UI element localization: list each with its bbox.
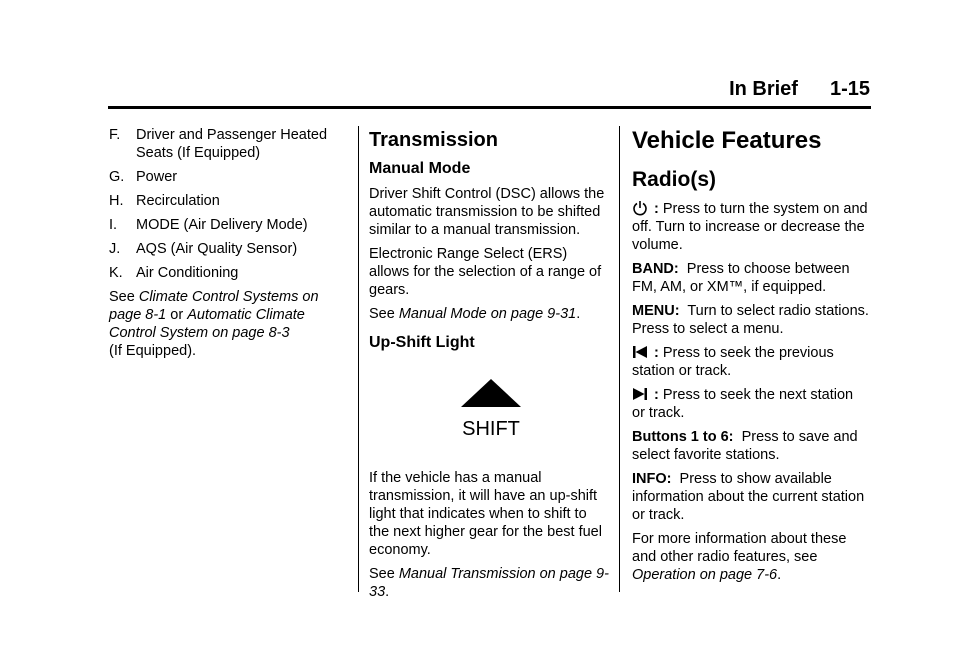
list-item-text: AQS (Air Quality Sensor) <box>136 241 298 257</box>
list-item <box>109 126 341 162</box>
list-item-text: Driver and Passenger Heated Seats (If Equipped) <box>136 127 328 161</box>
list-item <box>109 192 341 210</box>
link-manual-transmission[interactable]: Manual Transmission on page 9-33 <box>369 566 609 600</box>
list-item <box>109 216 341 234</box>
list-item <box>109 168 341 186</box>
link-radio-operation[interactable]: Operation on page 7-6 <box>632 567 778 583</box>
list-item-label: J. <box>109 241 121 257</box>
subheading-upshift-light: Up-Shift Light <box>369 334 475 351</box>
header-rule <box>108 106 871 109</box>
link-automatic-climate[interactable]: Automatic Climate Control System on page 8-3 <box>109 307 305 341</box>
subheading-radios: Radio(s) <box>632 168 716 191</box>
radio-seek-next-entry: : Press to seek the next station or track. <box>632 387 854 421</box>
column-divider <box>619 126 620 592</box>
control-list <box>109 126 341 282</box>
subheading-manual-mode: Manual Mode <box>369 160 471 177</box>
manual-mode-reference: See Manual Mode on page 9-31. <box>369 306 581 322</box>
list-item <box>109 240 341 258</box>
section-heading-vehicle-features: Vehicle Features <box>632 127 822 154</box>
upshift-reference: See Manual Transmission on page 9-33. <box>369 566 609 600</box>
see-reference: See Climate Control Systems on page 8-1 or Automatic Climate Control System on page 8-3 (If Equipped). <box>109 289 319 359</box>
column-climate-list <box>109 126 341 366</box>
manual-mode-paragraph: Driver Shift Control (DSC) allows the automatic transmission to be shifted similar to a manual transmission. <box>369 186 605 238</box>
radio-presets-entry: Buttons 1 to 6: Press to save and select favorite stations. <box>632 429 858 463</box>
ers-paragraph: Electronic Range Select (ERS) allows for the selection of a range of gears. <box>369 246 602 298</box>
list-item-label: G. <box>109 169 125 185</box>
upshift-light-illustration <box>369 359 609 469</box>
radio-menu-entry: MENU: Turn to select radio stations. Press to select a menu. <box>632 303 869 337</box>
upshift-paragraph: If the vehicle has a manual transmission, it will have an up-shift light that indicates when to shift to the next higher gear for the best fuel economy. <box>369 470 602 558</box>
shift-label: SHIFT <box>462 418 520 440</box>
page-number: 1-15 <box>829 78 870 100</box>
list-item-label: K. <box>109 265 123 281</box>
seek-previous-icon <box>632 344 648 360</box>
radio-band-entry: BAND: Press to choose between FM, AM, or XM™, if equipped. <box>632 261 850 295</box>
list-item-text: Recirculation <box>136 193 220 209</box>
seek-next-icon <box>632 386 648 402</box>
list-item-text: Air Conditioning <box>136 265 239 281</box>
section-heading-transmission: Transmission <box>369 129 498 151</box>
list-item-label: I. <box>109 217 118 233</box>
list-item <box>109 264 341 282</box>
column-divider <box>358 126 359 592</box>
radio-more-info: For more information about these and other radio features, see Operation on page 7-6. <box>632 531 847 583</box>
upshift-arrow-icon <box>453 377 529 443</box>
list-item-text: Power <box>136 169 178 185</box>
column-vehicle-features <box>632 126 870 590</box>
list-item-label: F. <box>109 127 121 143</box>
section-title: In Brief <box>729 78 798 100</box>
radio-seek-previous-entry: : Press to seek the previous station or track. <box>632 345 834 379</box>
radio-info-entry: INFO: Press to show available information about the current station or track. <box>632 471 865 523</box>
radio-power-entry: : Press to turn the system on and off. Turn to increase or decrease the volume. <box>632 201 868 253</box>
link-climate-control[interactable]: Climate Control Systems on page 8-1 <box>109 289 319 323</box>
list-item-label: H. <box>109 193 124 209</box>
power-icon <box>632 200 648 216</box>
column-transmission <box>369 126 609 607</box>
list-item-text: MODE (Air Delivery Mode) <box>136 217 308 233</box>
page-header <box>729 78 870 101</box>
link-manual-mode[interactable]: Manual Mode on page 9-31 <box>398 306 577 322</box>
